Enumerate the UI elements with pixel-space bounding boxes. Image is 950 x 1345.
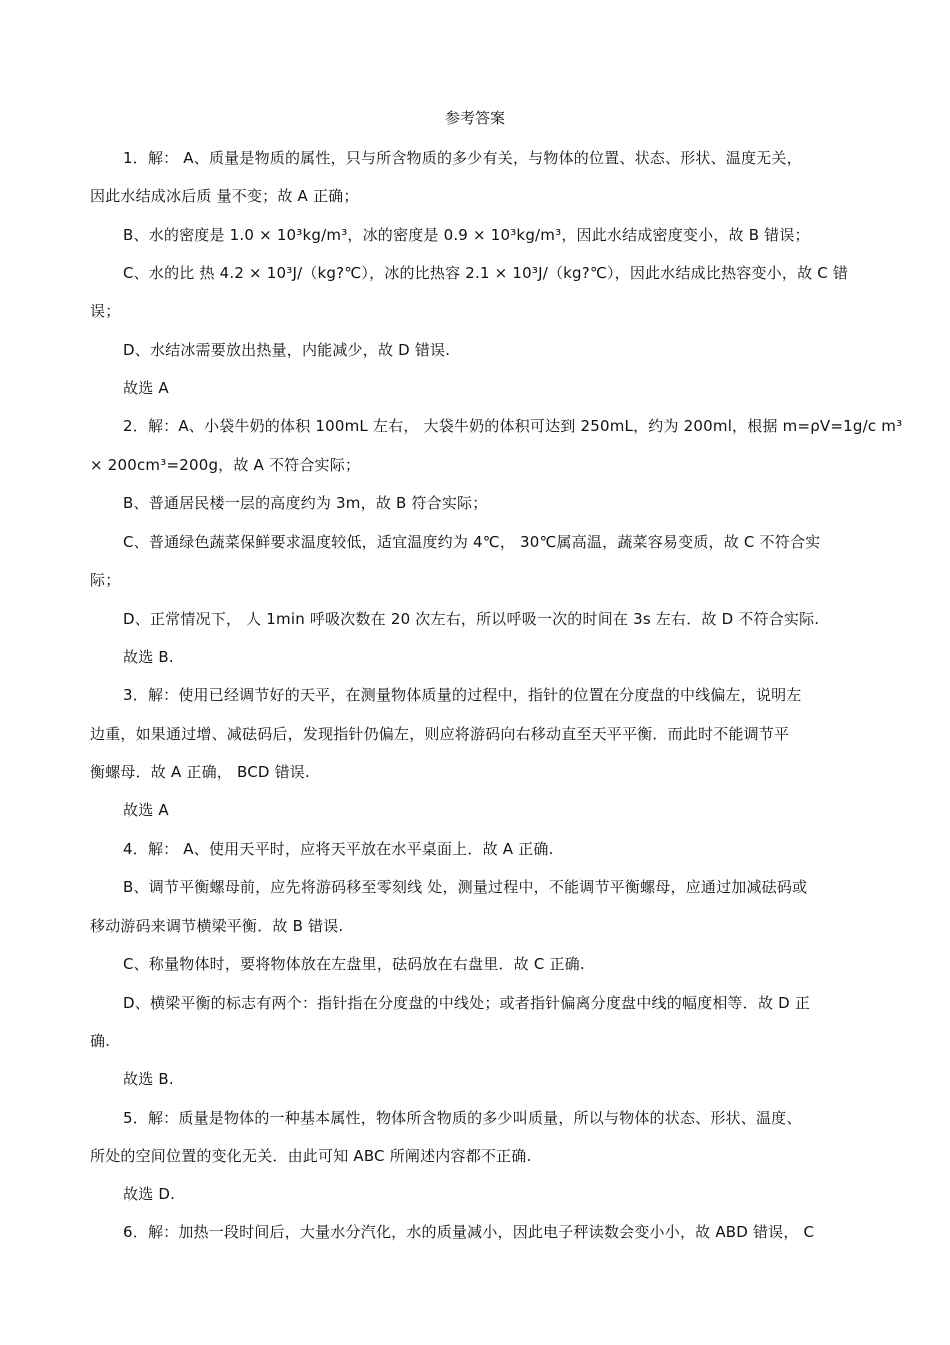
answer-5-line-2: 所处的空间位置的变化无关．由此可知 ABC 所阐述内容都不正确. [90,1147,532,1165]
answer-4-line-6: 确. [90,1032,111,1050]
answer-1-line-4: C、水的比 热 4.2 × 10³J/（kg?℃），冰的比热容 2.1 × 10³J/（kg?℃），因此水结成比热容变小，故 C 错 [123,264,849,282]
answer-4-line-4: C、称量物体时，要将物体放在左盘里，砝码放在右盘里．故 C 正确. [123,955,585,973]
answer-2-line-6: D、正常情况下， 人 1min 呼吸次数在 20 次左右，所以呼吸一次的时间在 3s 左右．故 D 不符合实际. [123,610,820,628]
answer-6-line-1: 6．解：加热一段时间后，大量水分汽化，水的质量减小，因此电子秤读数会变小小，故 ABD 错误， C [123,1223,815,1241]
answer-4-line-5: D、横梁平衡的标志有两个：指针指在分度盘的中线处；或者指针偏离分度盘中线的幅度相等．故 D 正 [123,994,811,1012]
answer-2-choice: 故选 B. [123,648,174,666]
answer-3-choice: 故选 A [123,801,169,819]
answer-5-line-1: 5．解：质量是物体的一种基本属性，物体所含物质的多少叫质量，所以与物体的状态、形状、温度、 [123,1109,802,1127]
answer-1-line-6: D、水结冰需要放出热量，内能减少，故 D 错误. [123,341,451,359]
answer-2-line-1: 2．解：A、小袋牛奶的体积 100mL 左右， 大袋牛奶的体积可达到 250mL，约为 200ml，根据 m=ρV=1g/c m³ [123,417,903,435]
answer-3-line-3: 衡螺母．故 A 正确， BCD 错误. [90,763,310,781]
answer-2-line-5: 际； [90,571,121,589]
answer-3-line-1: 3．解：使用已经调节好的天平，在测量物体质量的过程中，指针的位置在分度盘的中线偏左，说明左 [123,686,802,704]
answer-1-line-2: 因此水结成冰后质 量不变；故 A 正确； [90,187,359,205]
answer-1-line-1: 1．解： A、质量是物质的属性，只与所含物质的多少有关，与物体的位置、状态、形状、温度无关， [123,149,802,167]
answer-5-choice: 故选 D. [123,1185,176,1203]
answer-4-line-2: B、调节平衡螺母前，应先将游码移至零刻线 处，测量过程中，不能调节平衡螺母，应通过加减砝码或 [123,878,808,896]
answer-2-line-2: × 200cm³=200g，故 A 不符合实际； [90,456,361,474]
answer-3-line-2: 边重，如果通过增、减砝码后，发现指针仍偏左，则应将游码向右移动直至天平平衡．而此时不能调节平 [90,725,790,743]
answer-1-line-3: B、水的密度是 1.0 × 10³kg/m³，冰的密度是 0.9 × 10³kg/m³，因此水结成密度变小，故 B 错误； [123,226,810,244]
answer-4-choice: 故选 B. [123,1070,174,1088]
answer-1-line-5: 误； [90,302,121,320]
answer-4-line-3: 移动游码来调节横梁平衡．故 B 错误. [90,917,344,935]
answer-2-line-4: C、普通绿色蔬菜保鲜要求温度较低，适宜温度约为 4℃， 30℃属高温，蔬菜容易变质，故 C 不符合实 [123,533,821,551]
answer-1-choice: 故选 A [123,379,169,397]
page-title: 参考答案 [444,109,505,127]
answer-2-line-3: B、普通居民楼一层的高度约为 3m，故 B 符合实际； [123,494,488,512]
answer-4-line-1: 4．解： A、使用天平时，应将天平放在水平桌面上．故 A 正确. [123,840,554,858]
